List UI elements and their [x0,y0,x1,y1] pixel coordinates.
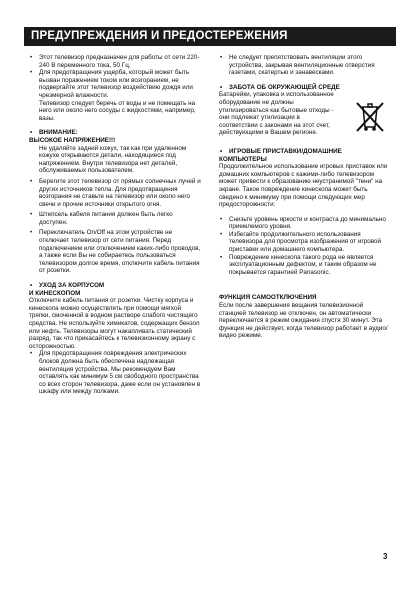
bullet-avoid-prolonged-use: • Избегайте продолжительного использования телевизора для просмотра изображения от игровой приставки или домашнего компьютера. [219,231,392,254]
care-heading: • УХОД ЗА КОРПУСОМ [29,282,201,290]
auto-off-text: Если после завершения вещания телевизионной станцией телевизор не отключен, он автоматически переключается в режим ожидания спустя 30 минут. Эта функция не действует, когда телевизор работает в аудио/видео режиме. [219,302,388,340]
bullet-power-supply: • Этот телевизор предназначен для работы от сети 220-240 В переменного тока, 50 Гц. [29,54,201,69]
bullet-moisture: • Для предотвращения ущерба, который может быть вызван поражением током или возгоранием, не подвергайте этот телевизор воздействию дождя или чрезмерной влажности. [29,69,201,99]
games-subheading: КОМПЬЮТЕРЫ [219,155,267,163]
bullet-brightness: • Снизьте уровень яркости и контраста до минимально приемлемого уровня. [219,216,392,231]
bullet-vents: • Не следует препятствовать вентиляции этого устройства, закрывая вентиляционные отверстия газетами, скатертью и занавесками. [219,54,392,77]
environment-section [219,84,392,137]
page-title: ПРЕДУПРЕЖДЕНИЯ И ПРЕДОСТЕРЕЖЕНИЯ [24,27,396,46]
left-column [29,54,201,396]
care-subheading: И КИНЕСКОПОМ [29,289,81,297]
games-text: Продолжительное использование игровых приставок или домашних компьютеров с кажими-либо телевизором может привести к образованию неустранимой "тени" на экране. Такое повреждение кинескопа может быть сведено к минимуму при помощи следующих мер предосторожности: [219,163,388,209]
environment-heading: • ЗАБОТА ОБ ОКРУЖАЮЩЕЙ СРЕДЕ [219,84,392,92]
bullet-onoff-switch: • Переключатель On/Off на этом устройстве не отключает телевизор от сети питания. Перед подключением или отключением каких-либо проводов, а также если Вы не собираетесь пользоваться телевизором долгое время, отключите кабель питания от розетки. [29,229,201,275]
care-text: Отключите кабель питания от розетки. Чистку корпуса и кинескопа можно осуществлять при помощи мягкой тряпки, смоченной в водном растворе слабого чистящего средства. Не используйте химикатов, содержащих бензол или нефть. Телевизоры могут накапливать статический разряд, так что прикасайтесь к телевизионному экрану с осторожностью. [29,297,200,350]
environment-text: Батарейки, упаковка и использованное оборудование не должны утилизироваться как бытовые отходы - они подлежат утилизации в соответствии с законами на этот счет, действующими в Вашем регионе. [219,91,334,137]
attention-heading: • ВНИМАНИЕ: [29,129,201,137]
bullet-warranty: • Повреждение кинескопа такого рода не является эксплуатационным дефектом, и таким образом не покрывается гарантией Panasonic. [219,254,392,277]
bullet-ventilation: • Для предотвращения повреждения электрических блоков должна быть обеспечена надлежащая вентиляция устройства. Мы рекомендуем Вам оставлять как минимум 5 см свободного пространства со всех сторон телевизора, даже если он установлен в шкафу или между полками. [29,350,201,396]
bullet-plug-access: • Штепсель кабеля питания должен быть легко доступен. [29,211,201,226]
attention-text: Не удаляйте задний кожух, так как при удаленном кожухе открываются детали, находящиеся под напряжением. Внутри телевизора нет деталей, обслуживаемых пользователем. [39,144,187,175]
bullet-sunlight: • Берегите этот телевизор от прямых солнечных лучей и других источников тепла. Для предотвращения возгорания не ставьте на телевизор или около него свечи и прочие источники открытого огня. [29,178,201,208]
right-column [219,54,392,340]
page-number: 3 [383,552,388,561]
games-heading: • ИГРОВЫЕ ПРИСТАВКИ/ДОМАШНИЕ [219,148,392,156]
paragraph-water: Телевизор следует беречь от воды и не помещать на него или около него сосуды с жидкостями, например, вазы. [39,99,196,122]
auto-off-heading: ФУНКЦИЯ САМООТКЛЮЧЕНИЯ [219,294,317,302]
crossed-out-wheelie-bin-icon [350,96,390,136]
attention-subheading: ВЫСОКОЕ НАПРЯЖЕНИЕ!!! [29,136,116,144]
